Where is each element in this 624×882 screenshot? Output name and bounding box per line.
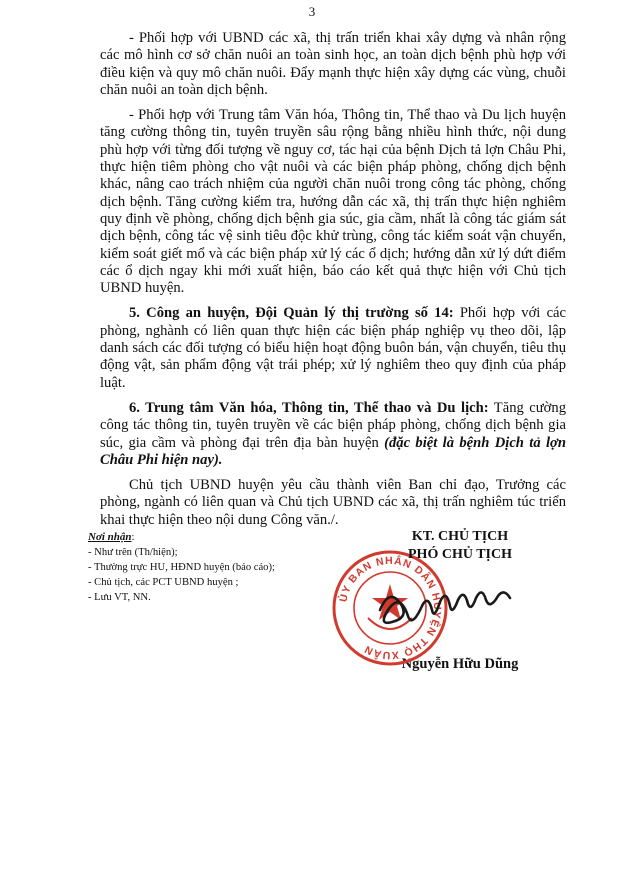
section-6-heading: 6. Trung tâm Văn hóa, Thông tin, Thể thao và Du lịch: <box>129 399 489 416</box>
section-6-text: Tăng cường công tác thông tin, tuyên truyền về các biện pháp phòng, chống dịch bệnh gia súc, gia cầm và phòng đại trên địa bàn huyện <box>100 399 566 451</box>
paragraph-5: Chủ tịch UBND huyện yêu cầu thành viên Ban chỉ đạo, Trưởng các phòng, ngành có liên quan và Chủ tịch UBND các xã, thị trấn nghiêm túc triển khai thực hiện theo nội dung Công văn./. <box>100 477 566 528</box>
recipient-item: - Như trên (Th/hiện); <box>88 547 178 558</box>
section-5-heading: 5. Công an huyện, Đội Quản lý thị trường số 14: <box>129 305 454 322</box>
section-5-text: Phối hợp với các phòng, nghành có liên quan thực hiện các biện pháp nghiệp vụ theo dõi, lập danh sách các đối tượng có biểu hiện hoạt động buôn bán, vận chuyển, tiêu thụ động vật, sản phẩm động vật trái phép; xử lý nghiêm theo quy định của pháp luật. <box>100 305 567 391</box>
document-body <box>100 30 566 537</box>
handwritten-signature-icon <box>370 580 550 640</box>
section-6-emphasis: (đặc biệt là bệnh Dịch tả lợn Châu Phi hiện nay). <box>100 434 566 468</box>
signer-name: Nguyễn Hữu Dũng <box>401 656 519 672</box>
recipients-heading: Nơi nhận <box>88 531 132 543</box>
paragraph-4 <box>100 400 566 469</box>
recipients-heading-line <box>88 530 318 545</box>
signer-role-line1: KT. CHỦ TỊCH <box>411 529 509 544</box>
seal-text: ỦY BAN NHÂN DÂN HUYỆN THỌ XUÂN <box>337 554 444 662</box>
recipients-block <box>88 530 318 605</box>
paragraph-3 <box>100 305 566 391</box>
recipients-heading-suffix: : <box>131 532 135 543</box>
page-number: 3 <box>308 4 316 19</box>
recipient-item: - Chủ tịch, các PCT UBND huyện ; <box>88 577 239 588</box>
paragraph-1: - Phối hợp với UBND các xã, thị trấn triển khai xây dựng và nhân rộng các mô hình cơ sở chăn nuôi an toàn sinh học, an toàn dịch bệnh phù hợp với điều kiện và quy mô chăn nuôi. Đẩy mạnh thực hiện xây dựng các vùng, chuỗi chăn nuôi an toàn dịch bệnh. <box>100 30 566 98</box>
signer-role-line2: PHÓ CHỦ TỊCH <box>408 547 512 562</box>
recipients-list <box>88 545 318 605</box>
recipient-item: - Thường trực HU, HĐND huyện (báo cáo); <box>88 562 275 573</box>
paragraph-2: - Phối hợp với Trung tâm Văn hóa, Thông tin, Thể thao và Du lịch huyện tăng cường thông tin, tuyên truyền sâu rộng bằng nhiều hình thức, nội dung phù hợp với từng đối tượng về nguy cơ, tác hại của bệnh Dịch tả lợn Châu Phi, thực hiện tiêm phòng cho vật nuôi và các biện pháp phòng, chống dịch bệnh khác, nâng cao trách nhiệm của người chăn nuôi trong công tác phòng, chống dịch bệnh. Tăng cường kiểm tra, hướng dẫn các xã, thị trấn thực hiện nghiêm quy định về phòng, chống dịch bệnh gia súc, gia cầm, nhất là công tác giám sát dịch bệnh, công tác vệ sinh tiêu độc khử trùng, công tác kiểm soát vận chuyển, kiểm soát giết mổ và các biện pháp xử lý các ổ dịch; hướng dẫn xử lý dứt điểm các ổ dịch ngay khi mới xuất hiện, báo cáo kết quả thực hiện với Chủ tịch UBND huyện. <box>100 107 566 297</box>
signature-block <box>330 528 590 672</box>
recipient-item: - Lưu VT, NN. <box>88 592 151 603</box>
